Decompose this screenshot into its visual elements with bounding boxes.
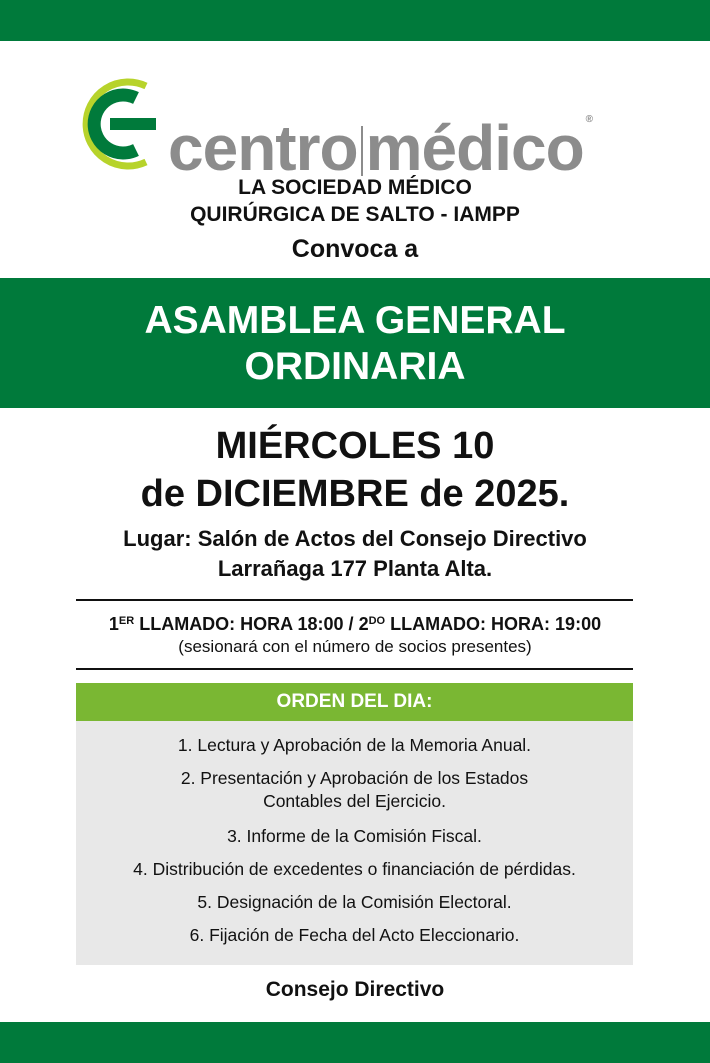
first-call-number: 1 — [108, 614, 119, 634]
date-line-2: de DICIEMBRE de 2025. — [140, 473, 570, 515]
meeting-place — [0, 524, 710, 584]
divider-bottom — [76, 668, 633, 670]
date-line-1: MIÉRCOLES 10 — [215, 425, 495, 467]
brand-name-part2: médico — [365, 112, 584, 184]
agenda-item: 4. Distribución de excedentes o financiación de pérdidas. — [133, 859, 576, 879]
place-line-1: Lugar: Salón de Actos del Consejo Directivo — [123, 526, 587, 551]
brand-wordmark — [168, 80, 593, 184]
bottom-green-bar — [0, 1022, 710, 1063]
first-call-ordinal: ER — [118, 615, 135, 627]
meeting-date — [0, 422, 710, 518]
agenda-item: 5. Designación de la Comisión Electoral. — [197, 892, 512, 912]
quorum-note: (sesionará con el número de socios presentes) — [178, 637, 532, 656]
agenda-box — [76, 683, 633, 965]
brand-separator — [361, 126, 363, 176]
agenda-item-line-1: 2. Presentación y Aprobación de los Estados — [180, 768, 529, 788]
signature: Consejo Directivo — [265, 978, 445, 1001]
logo-c-mark-icon — [70, 72, 156, 176]
second-call-ordinal: DO — [368, 615, 386, 627]
registered-mark: ® — [585, 114, 593, 125]
brand-name-part1: centro — [168, 112, 358, 184]
society-line-2: QUIRÚRGICA DE SALTO - IAMPP — [190, 203, 520, 226]
centromedico-logo — [70, 72, 650, 184]
second-call-number: 2 — [358, 614, 369, 634]
agenda-item: 3. Informe de la Comisión Fiscal. — [227, 826, 482, 846]
assembly-title-line-1: ASAMBLEA GENERAL — [144, 299, 566, 342]
agenda-item: 1. Lectura y Aprobación de la Memoria Anual. — [177, 735, 532, 755]
divider-top — [76, 599, 633, 601]
agenda-title: ORDEN DEL DIA: — [76, 683, 633, 721]
assembly-title-line-2: ORDINARIA — [244, 345, 466, 388]
agenda-list — [76, 721, 633, 947]
call-times — [0, 610, 710, 635]
second-call-text: LLAMADO: HORA: 19:00 — [385, 614, 602, 634]
top-green-bar — [0, 0, 710, 41]
assembly-title-band — [0, 278, 710, 408]
place-line-2: Larrañaga 177 Planta Alta. — [217, 556, 493, 581]
convoca-text: Convoca a — [291, 235, 419, 263]
first-call-text: LLAMADO: HORA 18:00 / — [134, 614, 359, 634]
society-line-1: LA SOCIEDAD MÉDICO — [238, 176, 472, 199]
agenda-item — [76, 767, 633, 813]
agenda-item: 6. Fijación de Fecha del Acto Eleccionario. — [189, 925, 520, 945]
agenda-item-line-2: Contables del Ejercicio. — [263, 791, 446, 811]
society-name — [0, 174, 710, 228]
